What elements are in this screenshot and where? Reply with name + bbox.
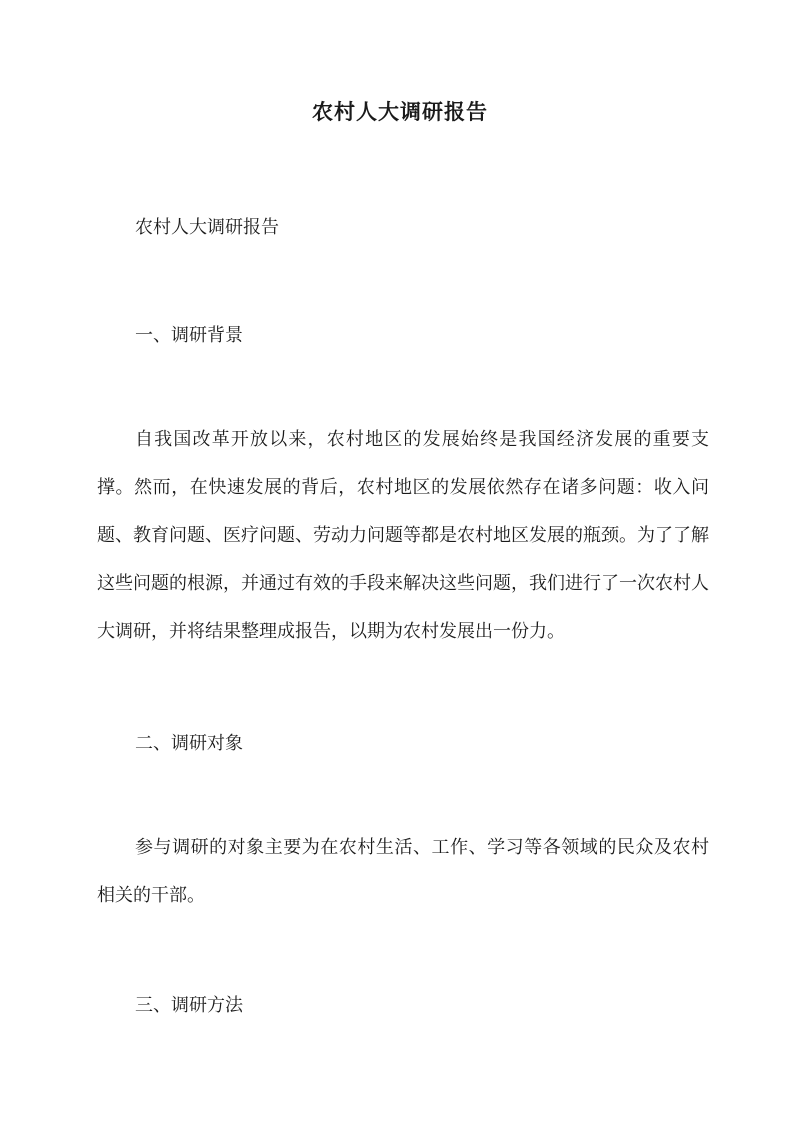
document-title: 农村人大调研报告 — [312, 99, 488, 124]
document-subtitle: 农村人大调研报告 — [135, 217, 279, 238]
section-heading-subjects: 二、调研对象 — [135, 733, 243, 754]
section-heading-methods: 三、调研方法 — [135, 995, 243, 1016]
section-body-subjects: 参与调研的对象主要为在农村生活、工作、学习等各领域的民众及农村相关的干部。 — [97, 837, 709, 906]
section-heading-background: 一、调研背景 — [135, 325, 243, 346]
section-body-background: 自我国改革开放以来，农村地区的发展始终是我国经济发展的重要支撑。然而，在快速发展的背后，农村地区的发展依然存在诸多问题：收入问题、教育问题、医疗问题、劳动力问题等都是农村地区发展的瓶颈。为了了解这些问题的根源，并通过有效的手段来解决这些问题，我们进行了一次农村人大调研，并将结果整理成报告，以期为农村发展出一份力。 — [97, 429, 709, 642]
